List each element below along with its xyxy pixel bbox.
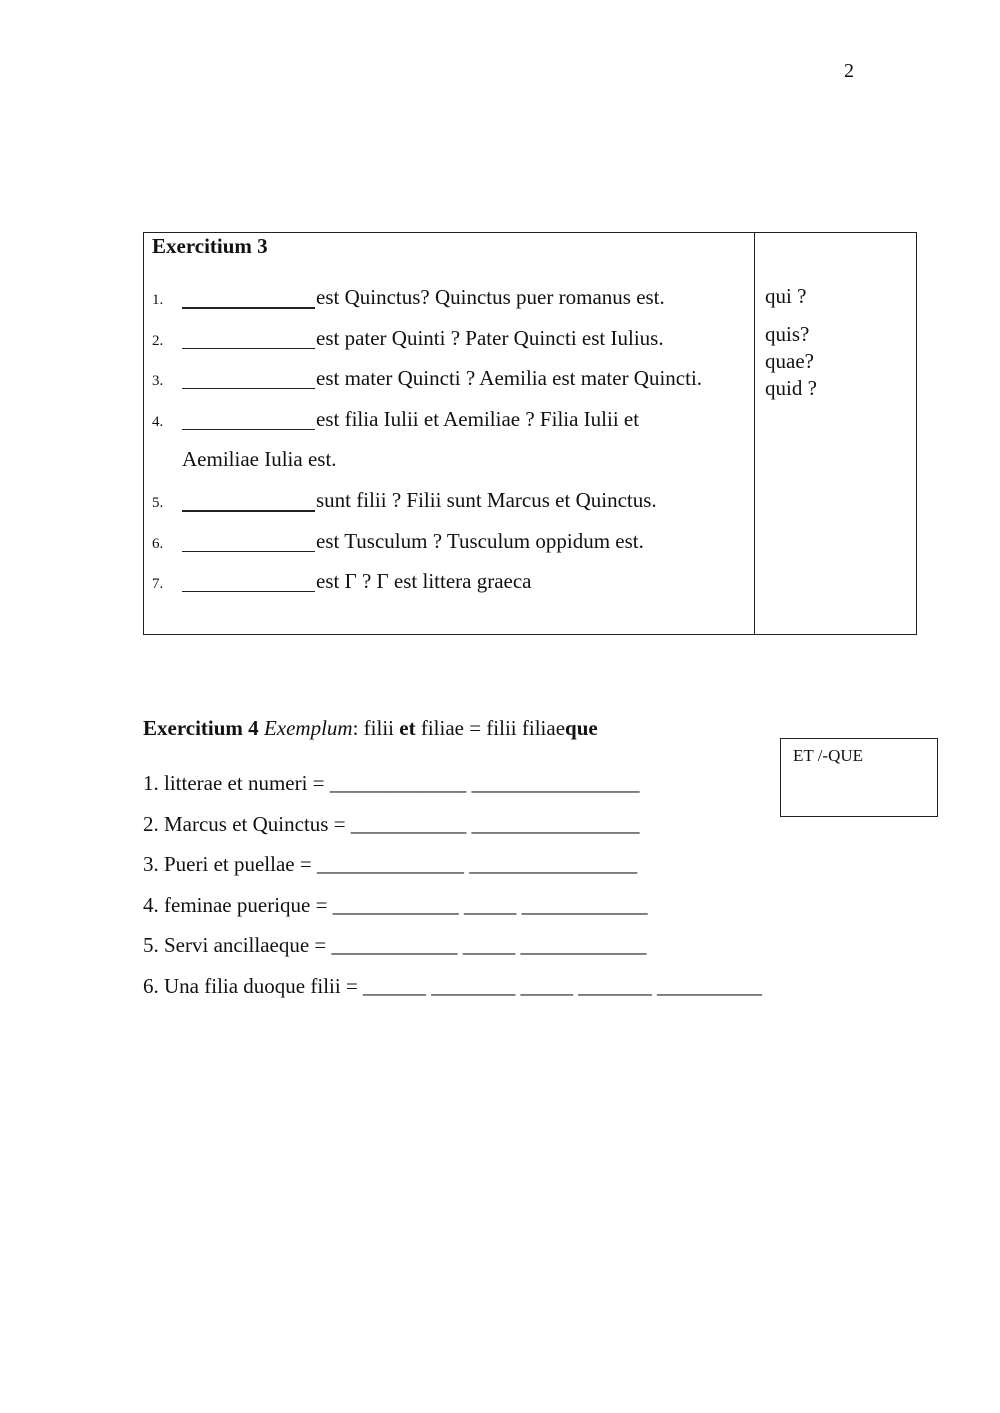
exercise-4-item-1[interactable]: 1. litterae et numeri = _____________ ________________ — [143, 771, 640, 795]
exercise-4-heading — [143, 716, 598, 741]
item-number: 6. — [152, 536, 164, 552]
question-word-quae: quae? — [765, 349, 814, 373]
item-number: 3. — [152, 373, 164, 389]
page-number: 2 — [844, 60, 854, 82]
item-text: est mater Quincti ? Aemilia est mater Quincti. — [316, 366, 703, 390]
item-text: est Tusculum ? Tusculum oppidum est. — [316, 529, 644, 553]
exercise-4-item-5[interactable]: 5. Servi ancillaeque = ____________ _____ ____________ — [143, 933, 647, 957]
exercise-3-item-4-continuation: Aemiliae Iulia est. — [182, 447, 337, 471]
item-text: est Quinctus? Quinctus puer romanus est. — [316, 285, 665, 309]
question-word-quid: quid ? — [765, 376, 817, 400]
example-text-start: : filii — [352, 716, 400, 740]
item-text: est Γ ? Γ est littera graeca — [316, 569, 532, 593]
example-et: et — [399, 716, 416, 740]
exercise-4-item-2[interactable]: 2. Marcus et Quinctus = ___________ ________________ — [143, 812, 640, 836]
item-text: est filia Iulii et Aemiliae ? Filia Iulii et — [316, 407, 640, 431]
answer-blank[interactable] — [182, 287, 315, 309]
answer-blank[interactable] — [182, 531, 315, 552]
item-number: 4. — [152, 414, 164, 430]
exercise-4-title: Exercitium 4 — [143, 716, 259, 740]
item-text: sunt filii ? Filii sunt Marcus et Quinctus. — [316, 488, 657, 512]
example-que: que — [565, 716, 598, 740]
exercise-3-title: Exercitium 3 — [152, 234, 268, 258]
example-label: Exemplum — [263, 716, 353, 740]
example-text-middle: filiae = filii filiae — [415, 716, 566, 740]
answer-blank[interactable] — [182, 328, 315, 349]
item-number: 2. — [152, 333, 164, 349]
item-number: 7. — [152, 576, 164, 592]
exercise-4-item-4[interactable]: 4. feminae puerique = ____________ _____ ____________ — [143, 893, 648, 917]
answer-blank[interactable] — [182, 571, 315, 592]
et-que-box-label: ET /-QUE — [793, 746, 864, 765]
exercise-3-column-divider — [754, 232, 755, 635]
exercise-4-item-3[interactable]: 3. Pueri et puellae = ______________ ________________ — [143, 852, 638, 876]
item-number: 1. — [152, 292, 164, 308]
answer-blank[interactable] — [182, 368, 315, 389]
item-number: 5. — [152, 495, 164, 511]
item-text: est pater Quinti ? Pater Quincti est Iulius. — [316, 326, 664, 350]
question-word-qui: qui ? — [765, 284, 807, 308]
answer-blank[interactable] — [182, 409, 315, 430]
question-word-quis: quis? — [765, 322, 810, 346]
answer-blank[interactable] — [182, 490, 315, 512]
exercise-4-item-6[interactable]: 6. Una filia duoque filii = ______ ________ _____ _______ __________ — [143, 974, 763, 998]
